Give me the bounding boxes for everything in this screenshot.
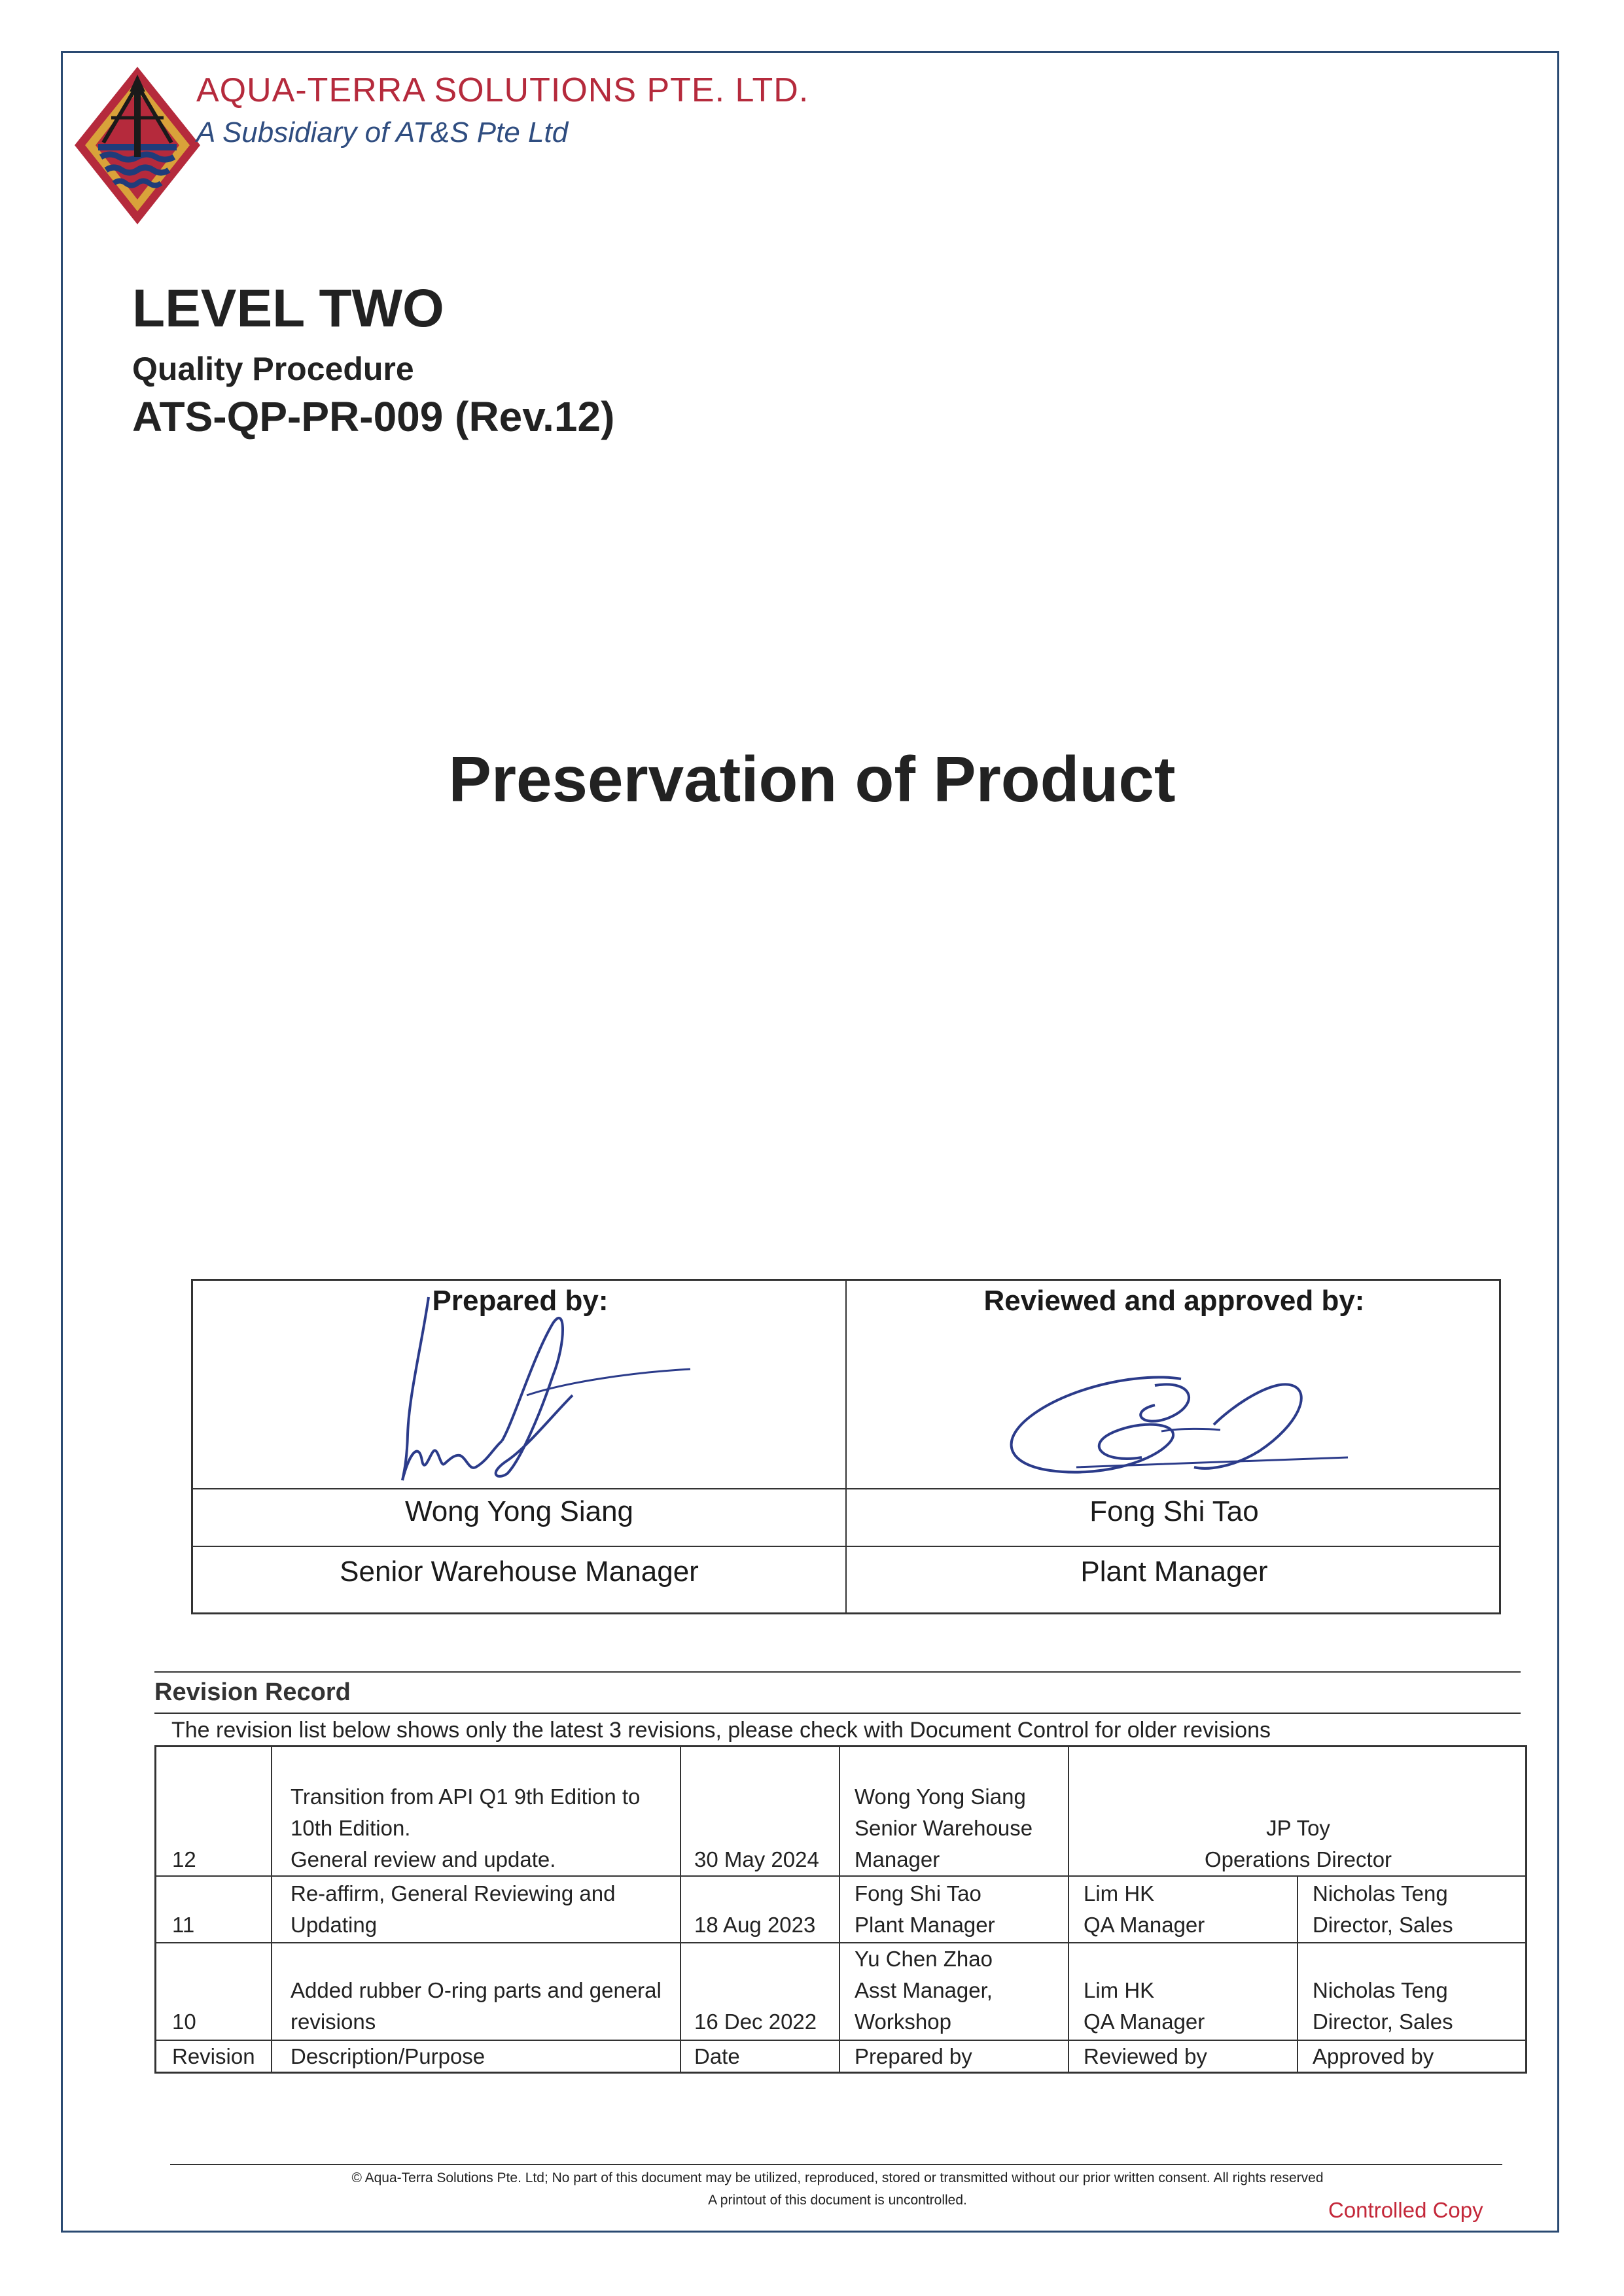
subsidiary-line: A Subsidiary of AT&S Pte Ltd — [196, 116, 569, 148]
revision-top-rule — [154, 1671, 1521, 1673]
column-header: Approved by — [1313, 2044, 1434, 2068]
revision-date: 18 Aug 2023 — [694, 1913, 816, 1937]
reviewed-by-role: Plant Manager — [1080, 1556, 1268, 1588]
revision-reviewed-by: QA Manager — [1084, 1913, 1205, 1937]
revision-date: 30 May 2024 — [694, 1847, 819, 1871]
revision-number: 12 — [172, 1847, 196, 1871]
prepared-by-name: Wong Yong Siang — [404, 1495, 634, 1527]
controlled-copy-stamp: Controlled Copy — [1328, 2198, 1483, 2222]
revision-prepared-by: Senior Warehouse — [855, 1816, 1033, 1840]
revision-approved-by: Nicholas Teng — [1313, 1881, 1448, 1905]
column-header: Description/Purpose — [291, 2044, 485, 2068]
column-header: Revision — [172, 2044, 255, 2068]
footer-printout-note: A printout of this document is uncontrolled. — [708, 2193, 967, 2208]
revision-number: 11 — [172, 1913, 195, 1937]
prepared-by-signature — [357, 1284, 697, 1484]
revision-prepared-by: Yu Chen Zhao — [855, 1947, 993, 1971]
prepared-by-role: Senior Warehouse Manager — [340, 1556, 699, 1588]
aqua-terra-diamond-logo — [72, 65, 203, 226]
reviewed-by-label: Reviewed and approved by: — [983, 1285, 1365, 1317]
footer-rule — [170, 2164, 1502, 2165]
revision-prepared-by: Wong Yong Siang — [855, 1784, 1026, 1809]
revision-table — [154, 1745, 1527, 2074]
revision-prepared-by: Manager — [855, 1847, 940, 1871]
page-title: Preservation of Product — [448, 743, 1176, 815]
signature-table — [191, 1279, 1501, 1614]
revision-approved-by: JP Toy — [1266, 1816, 1330, 1840]
revision-note: The revision list below shows only the latest 3 revisions, please check with Document Control for older revisions — [171, 1718, 1271, 1743]
column-header: Prepared by — [855, 2044, 972, 2068]
revision-description: Transition from API Q1 9th Edition to — [291, 1784, 641, 1809]
reviewed-by-signature — [998, 1366, 1351, 1484]
document-number: ATS-QP-PR-009 (Rev.12) — [132, 393, 615, 440]
revision-approved-by: Operations Director — [1204, 1847, 1392, 1871]
revision-description: revisions — [291, 2009, 376, 2034]
revision-description: 10th Edition. — [291, 1816, 411, 1840]
revision-prepared-by: Fong Shi Tao — [855, 1881, 981, 1905]
revision-note-rule — [154, 1713, 1521, 1714]
column-header: Reviewed by — [1084, 2044, 1207, 2068]
column-header: Date — [694, 2044, 740, 2068]
footer-copyright: © Aqua-Terra Solutions Pte. Ltd; No part of this document may be utilized, reproduced, stored or transmitted without our prior written consent. All rights reserved — [351, 2170, 1324, 2185]
revision-prepared-by: Asst Manager, — [855, 1978, 993, 2002]
revision-approved-by: Director, Sales — [1313, 1913, 1453, 1937]
revision-reviewed-by: Lim HK — [1084, 1978, 1155, 2002]
revision-reviewed-by: Lim HK — [1084, 1881, 1155, 1905]
revision-description: Updating — [291, 1913, 378, 1937]
revision-description: General review and update. — [291, 1847, 556, 1871]
revision-approved-by: Director, Sales — [1313, 2009, 1453, 2034]
revision-reviewed-by: QA Manager — [1084, 2009, 1205, 2034]
revision-date: 16 Dec 2022 — [694, 2009, 817, 2034]
revision-prepared-by: Workshop — [855, 2009, 951, 2034]
revision-description: Added rubber O-ring parts and general — [291, 1978, 662, 2002]
revision-approved-by: Nicholas Teng — [1313, 1978, 1448, 2002]
revision-number: 10 — [172, 2009, 196, 2034]
reviewed-by-name: Fong Shi Tao — [1089, 1495, 1259, 1527]
document-type: Quality Procedure — [132, 351, 414, 387]
company-name: AQUA-TERRA SOLUTIONS PTE. LTD. — [196, 71, 809, 109]
document-level: LEVEL TWO — [132, 279, 444, 338]
revision-record-title: Revision Record — [154, 1679, 351, 1706]
revision-description: Re-affirm, General Reviewing and — [291, 1881, 616, 1905]
revision-prepared-by: Plant Manager — [855, 1913, 995, 1937]
prepared-by-label: Prepared by: — [432, 1285, 609, 1317]
